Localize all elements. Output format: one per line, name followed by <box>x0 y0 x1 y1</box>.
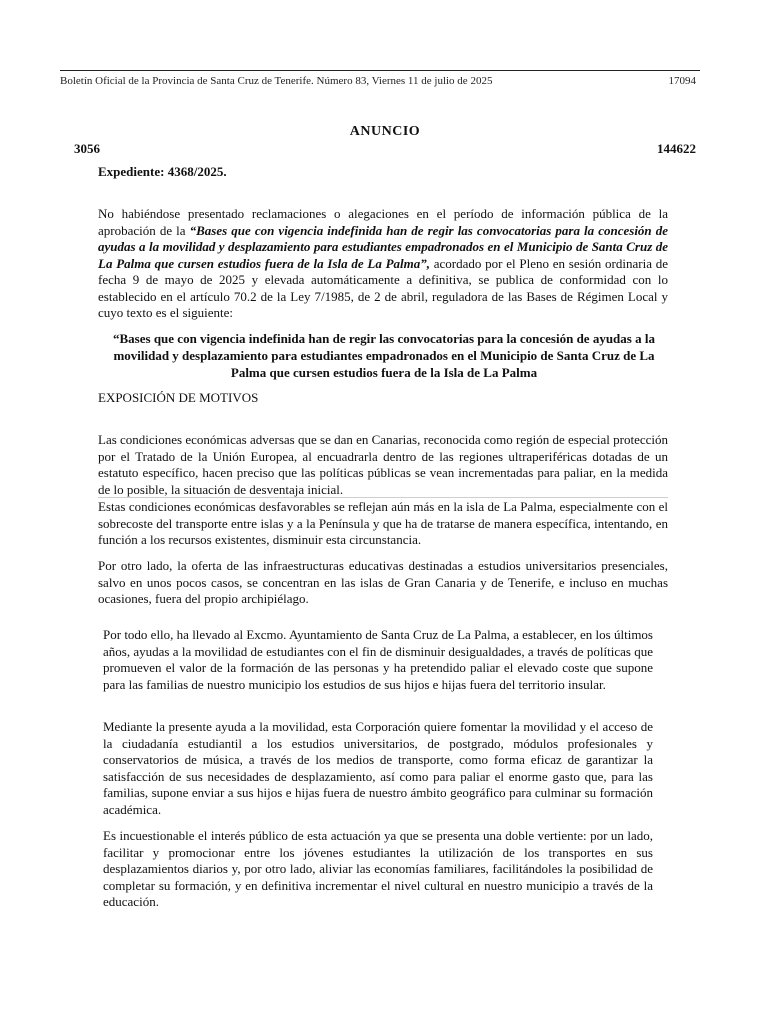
body-paragraph: Por otro lado, la oferta de las infraestructuras educativas destinadas a estudios universitarios presenciales, salvo en unos pocos casos, se concentran en las islas de Gran Canaria y de Tenerife, e incluso en muchas ocasiones, fuera del propio archipiélago. <box>98 558 668 606</box>
body-paragraph: Por todo ello, ha llevado al Excmo. Ayuntamiento de Santa Cruz de La Palma, a establecer, en los últimos años, ayudas a la movilidad de estudiantes con el fin de disminuir desigualdades, a través de políticas que promueven el valor de la formación de las personas y ha pretendido paliar el elevado coste que supone para las familias de nuestro municipio los estudios de sus hijos e hijas fuera del territorio insular. <box>103 627 653 692</box>
section-heading-exposicion: EXPOSICIÓN DE MOTIVOS <box>98 390 259 405</box>
bulletin-header-text: Boletín Oficial de la Provincia de Santa Cruz de Tenerife. Número 83, Viernes 11 de julio de 2025 <box>60 75 493 87</box>
announcement-number: 3056 <box>74 141 100 156</box>
body-paragraph: Las condiciones económicas adversas que se dan en Canarias, reconocida como región de especial protección por el Tratado de la Unión Europea, al encuadrarla dentro de las regiones ultraperiféricas dotadas de un estatuto específico, hacen preciso que las políticas públicas se vean incrementadas para paliar, en la medida de lo posible, la situación de desventaja inicial. <box>98 432 668 497</box>
reference-number: 144622 <box>657 141 696 156</box>
expediente-label: Expediente <box>98 164 161 179</box>
bases-title: “Bases que con vigencia indefinida han de regir las convocatorias para la concesión de ayudas a la movilidad y desplazamiento para estudiantes empadronados en el Municipio de Santa Cruz de La Palma que cursen estudios fuera de la Isla de La Palma <box>113 331 655 380</box>
bulletin-header <box>60 70 700 87</box>
body-paragraph: Es incuestionable el interés público de esta actuación ya que se presenta una doble vertiente: por un lado, facilitar y promocionar entre los jóvenes estudiantes la utilización de los transportes en sus desplazamientos diarios y, por otro lado, aliviar las economías familiares, facilitándoles la posibilidad de completar su formación, y en definitiva incrementar el nivel cultural en nuestro municipio a través de la educación. <box>103 828 653 909</box>
body-paragraph: Mediante la presente ayuda a la movilidad, esta Corporación quiere fomentar la movilidad y el acceso de la ciudadanía estudiantil a los estudios universitarios, de postgrado, módulos profesionales y conservatorios de música, a través de los medios de transporte, como forma eficaz de garantizar la satisfacción de sus necesidades de desplazamiento, así como para paliar el enorme gasto que, para las familias, supone enviar a sus hijos e hijas fuera de nuestro ámbito geográfico para culminar su formación académica. <box>103 719 653 817</box>
body-paragraph: Estas condiciones económicas desfavorables se reflejan aún más en la isla de La Palma, especialmente con el sobrecoste del transporte entre islas y a la Península y que ha de tratarse de manera específica, intentando, en función a los recursos existentes, disminuir esta circunstancia. <box>98 499 668 547</box>
expediente-value: : 4368/2025. <box>160 164 227 179</box>
intro-text-after: acordado por el Pleno en sesión ordinaria de fecha 9 de mayo de 2025 y elevada automáticamente a definitiva, se publica de conformidad con lo establecido en el artículo 70.2 de la Ley 7/1985, de 2 de abril, reguladora de las Bases de Régimen Local y cuyo texto es el siguiente: <box>98 255 668 320</box>
intro-paragraph <box>98 206 668 322</box>
page-title: ANUNCIO <box>349 124 421 139</box>
intro-bases-title: “Bases que con vigencia indefinida han de regir las convocatorias para la concesión de ayudas a la movilidad y desplazamiento para estudiantes empadronados en el Municipio de Santa Cruz de La Palma que cursen estudios fuera de la Isla de La Palma”, <box>98 222 668 271</box>
expediente-line <box>98 164 227 180</box>
intro-text-before: No habiéndose presentado reclamaciones o alegaciones en el período de información pública de la aprobación de la <box>98 206 668 238</box>
page-number: 17094 <box>668 75 696 87</box>
